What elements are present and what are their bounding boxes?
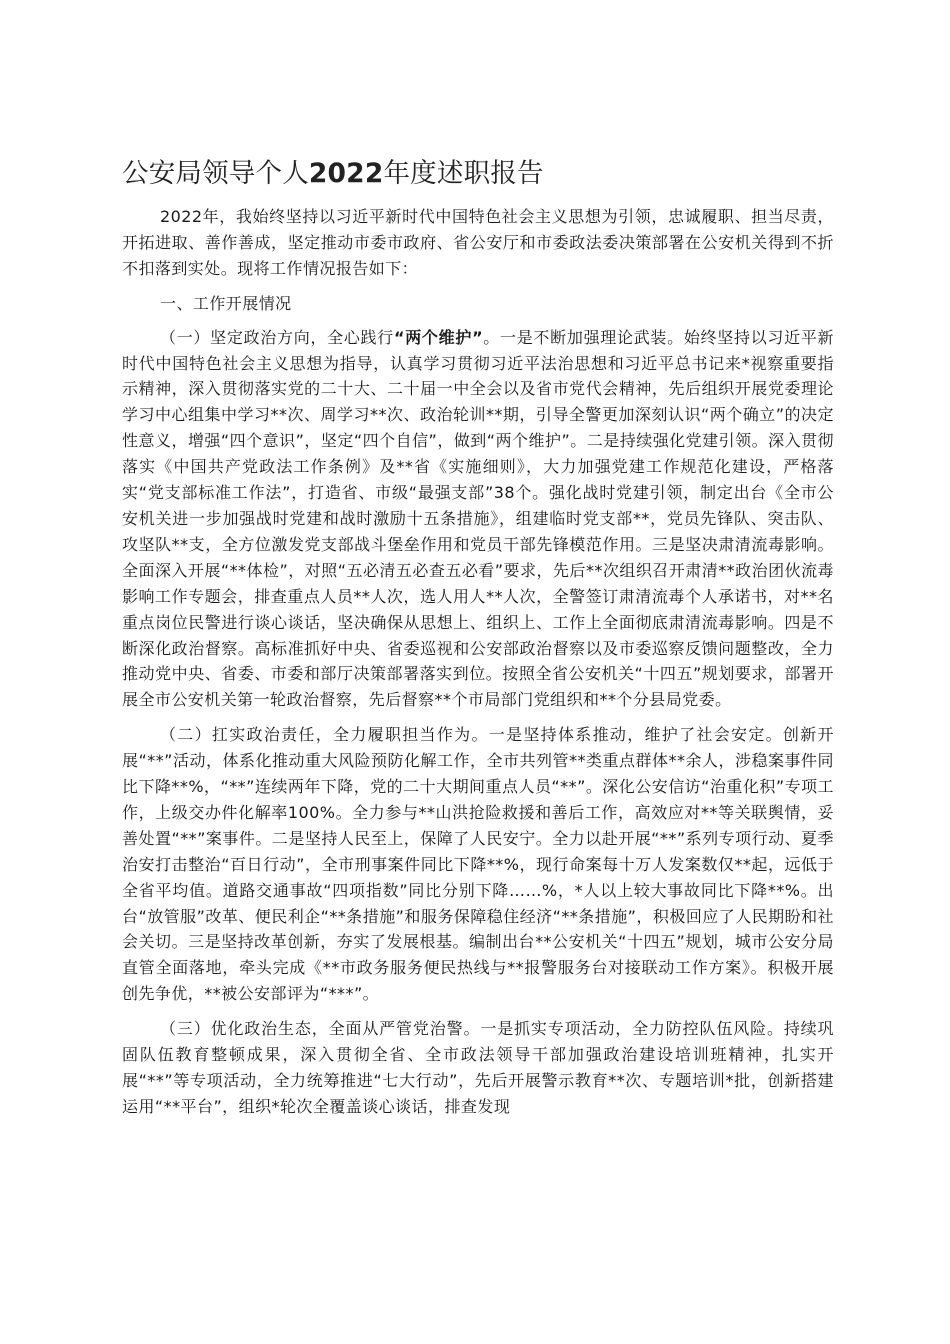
title-year: 2022 (308, 158, 384, 189)
paragraph-1-rest: 。一是不断加强理论武装。始终坚持以习近平新时代中国特色社会主义思想为指导，认真学习贯彻习近平法治思想和习近平总书记来*视察重要指示精神，深入贯彻落实党的二十大、二十届一中全会以及省市党代会精神，先后组织开展党委理论学习中心组集中学习**次、周学习**次、政治轮训**期，引导全警更加深刻认识“两个确立”的决定性意义，增强“四个意识”，坚定“四个自信”，做到“两个维护”。二是持续强化党建引领。深入贯彻落实《中国共产党政法工作条例》及**省《实施细则》，大力加强党建工作规范化建设，严格落实“党支部标准工作法”，打造省、市级“最强支部”38个。强化战时党建引领，制定出台《全市公安机关进一步加强战时党建和战时激励十五条措施》，组建临时党支部**，党员先锋队、突击队、攻坚队**支，全方位激发党支部战斗堡垒作用和党员干部先锋模范作用。三是坚决肃清流毒影响。全面深入开展“**体检”，对照“五必清五必查五必看”要求，先后**次组织召开肃清**政治团伙流毒影响工作专题会，排查重点人员**人次，选人用人**人次，全警签订肃清流毒个人承诺书，对**名重点岗位民警进行谈心谈话，坚决确保从思想上、组织上、工作上全面彻底肃清流毒影响。四是不断深化政治督察。高标准抓好中央、省委巡视和公安部政治督察以及市委巡察反馈问题整改，全力推动党中央、省委、市委和部厅决策部署落实到位。按照全省公安机关“十四五”规划要求，部署开展全市公安机关第一轮政治督察，先后督察**个市局部门党组织和**个分县局党委。 (122, 327, 834, 710)
paragraph-1 (122, 325, 834, 714)
paragraph-1-lead: （一）坚定政治方向，全心践行 (160, 327, 394, 347)
section-heading: 一、工作开展情况 (160, 293, 292, 313)
paragraph-3: （三）优化政治生态，全面从严管党治警。一是抓实专项活动，全力防控队伍风险。持续巩固队伍教育整顿成果，深入贯彻全省、全市政法领导干部加强政治建设培训班精神，扎实开展“**”等专项活动，全力统筹推进“七大行动”，先后开展警示教育**次、专题培训*批，创新搭建运用“**平台”，组织*轮次全覆盖谈心谈话，排查发现 (122, 1019, 834, 1116)
paragraph-1-bold: “两个维护” (393, 327, 484, 347)
title-prefix: 公安局领导个人 (122, 158, 309, 189)
intro-paragraph: 2022年，我始终坚持以习近平新时代中国特色社会主义思想为引领，忠诚履职、担当尽责，开拓进取、善作善成，坚定推动市委市政府、省公安厅和市委政法委决策部署在公安机关得到不折不扣落到实处。现将工作情况报告如下： (122, 207, 834, 278)
title-suffix: 年度述职报告 (383, 158, 544, 189)
document-title (122, 150, 834, 198)
paragraph-2: （二）扛实政治责任，全力履职担当作为。一是坚持体系推动，维护了社会安定。创新开展“**”活动，体系化推动重大风险预防化解工作，全市共列管**类重点群体**余人，涉稳案事件同比下降**%，“**”连续两年下降，党的二十大期间重点人员“**”。深化公安信访“治重化积”专项工作，上级交办件化解率100%。全力参与**山洪抢险救援和善后工作，高效应对**等关联舆情，妥善处置“**”案事件。二是坚持人民至上，保障了人民安宁。全力以赴开展“**”系列专项行动、夏季治安打击整治“百日行动”，全市刑事案件同比下降**%，现行命案每十万人发案数仅**起，远低于全省平均值。道路交通事故“四项指数”同比分别下降……%，*人以上较大事故同比下降**%。出台“放管服”改革、便民利企“**条措施”和服务保障稳住经济“**条措施”，积极回应了人民期盼和社会关切。三是坚持改革创新，夯实了发展根基。编制出台**公安机关“十四五”规划，城市公安分局直管全面落地，牵头完成《**市政务服务便民热线与**报警服务台对接联动工作方案》。积极开展创先争优，**被公安部评为“***”。 (122, 725, 834, 1004)
document-body (122, 150, 834, 1120)
